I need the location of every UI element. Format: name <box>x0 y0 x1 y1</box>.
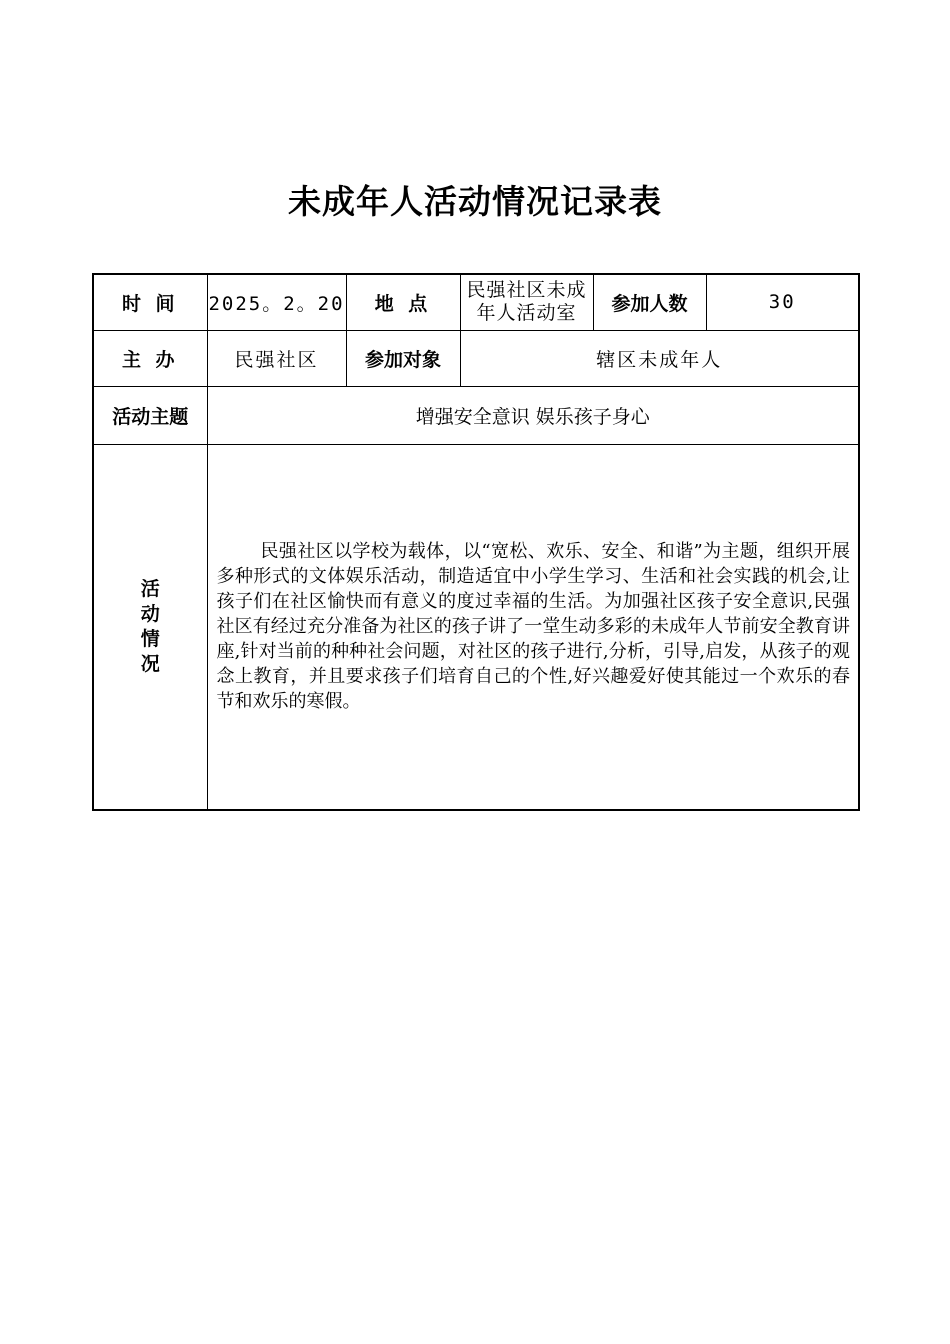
participants-value: 30 <box>706 274 859 330</box>
place-value-line2: 年人活动室 <box>476 302 577 325</box>
situation-cell <box>207 444 859 810</box>
situation-label <box>93 444 207 810</box>
host-label: 主 办 <box>93 330 207 386</box>
situation-label-char: 活 <box>140 577 160 600</box>
place-label: 地 点 <box>346 274 460 330</box>
theme-value: 增强安全意识 娱乐孩子身心 <box>207 386 859 444</box>
row-theme <box>93 386 859 444</box>
host-value: 民强社区 <box>207 330 346 386</box>
audience-value: 辖区未成年人 <box>460 330 859 386</box>
row-situation <box>93 444 859 810</box>
document-title: 未成年人活动情况记录表 <box>288 182 662 221</box>
situation-label-char: 情 <box>140 627 160 650</box>
theme-label: 活动主题 <box>93 386 207 444</box>
row-time-place <box>93 274 859 330</box>
situation-label-char: 况 <box>140 652 160 675</box>
place-value-line1: 民强社区未成 <box>466 279 587 302</box>
place-value <box>460 274 593 330</box>
situation-text: 民强社区以学校为载体，以“宽松、欢乐、安全、和谐”为主题，组织开展多种形式的文体娱乐活动，制造适宜中小学生学习、生活和社会实践的机会,让孩子们在社区愉快而有意义的度过幸福的生活。为加强社区孩子安全意识,民强社区有经过充分准备为社区的孩子讲了一堂生动多彩的未成年人节前安全教育讲座,针对当前的种种社会问题，对社区的孩子进行,分析，引导,启发，从孩子的观念上教育，并且要求孩子们培育自己的个性,好兴趣爱好使其能过一个欢乐的春节和欢乐的寒假。 <box>216 541 850 713</box>
participants-label: 参加人数 <box>593 274 706 330</box>
time-label: 时 间 <box>93 274 207 330</box>
audience-label: 参加对象 <box>346 330 460 386</box>
row-host-audience <box>93 330 859 386</box>
time-value: 2025。2。20 <box>207 274 346 330</box>
situation-label-char: 动 <box>140 602 160 625</box>
activity-record-table <box>92 273 860 811</box>
